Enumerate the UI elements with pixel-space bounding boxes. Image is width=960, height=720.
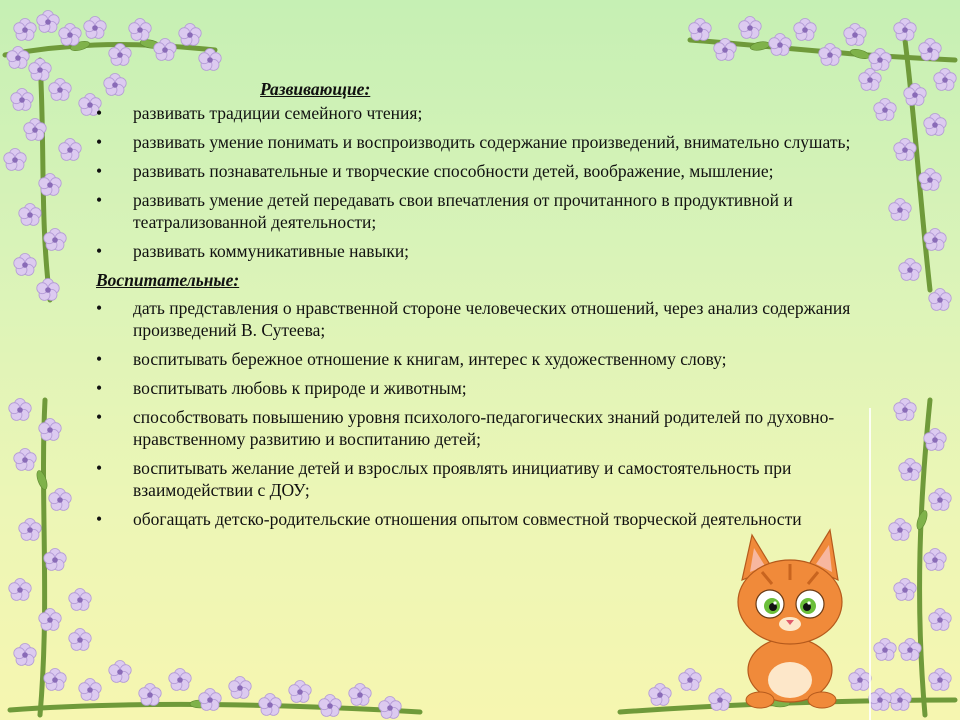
list-item-text: воспитывать любовь к природе и животным; [133,378,467,398]
list-item [96,102,906,124]
heading-developing: Развивающие: [260,79,371,99]
bullet: • [96,349,103,369]
list-item [96,406,906,450]
kitten-illustration [738,530,842,708]
bullet: • [96,103,103,123]
bullet: • [96,241,103,261]
bullet: • [96,161,103,181]
bullet: • [96,458,103,478]
list-item [96,457,906,501]
list-item [96,160,906,182]
bullet: • [96,407,103,427]
list-item [96,131,906,153]
bullet: • [96,378,103,398]
list-item-text: развивать познавательные и творческие способности детей, воображение, мышление; [133,161,774,181]
list-item-text: развивать умение понимать и воспроизводить содержание произведений, внимательно слушать; [133,132,851,152]
list-item-text: развивать умение детей передавать свои впечатления от прочитанного в продуктивной и театрализованной деятельности; [133,190,793,232]
list-item-text: воспитывать бережное отношение к книгам, интерес к художественному слову; [133,349,727,369]
bullet: • [96,132,103,152]
list-item [96,508,906,530]
bullet: • [96,190,103,210]
list-item [96,189,906,233]
list-item-text: дать представления о нравственной стороне человеческих отношений, через анализ содержания произведений В. Сутеева; [133,298,851,340]
goals-content [96,78,906,537]
list-item-text: воспитывать желание детей и взрослых проявлять инициативу и самостоятельность при взаимодействии с ДОУ; [133,458,792,500]
educational-list [96,297,906,530]
list-item-text: обогащать детско-родительские отношения опытом совместной творческой деятельности [133,509,802,529]
list-item [96,377,906,399]
list-item-text: развивать традиции семейного чтения; [133,103,423,123]
bullet: • [96,509,103,529]
list-item [96,297,906,341]
developing-list [96,102,906,262]
list-item [96,348,906,370]
bullet: • [96,298,103,318]
list-item-text: способствовать повышению уровня психолого-педагогических знаний родителей по духовно- нравственному развитию и воспитанию детей; [133,407,835,449]
list-item [96,240,906,262]
heading-educational: Воспитательные: [96,270,240,290]
list-item-text: развивать коммуникативные навыки; [133,241,410,261]
